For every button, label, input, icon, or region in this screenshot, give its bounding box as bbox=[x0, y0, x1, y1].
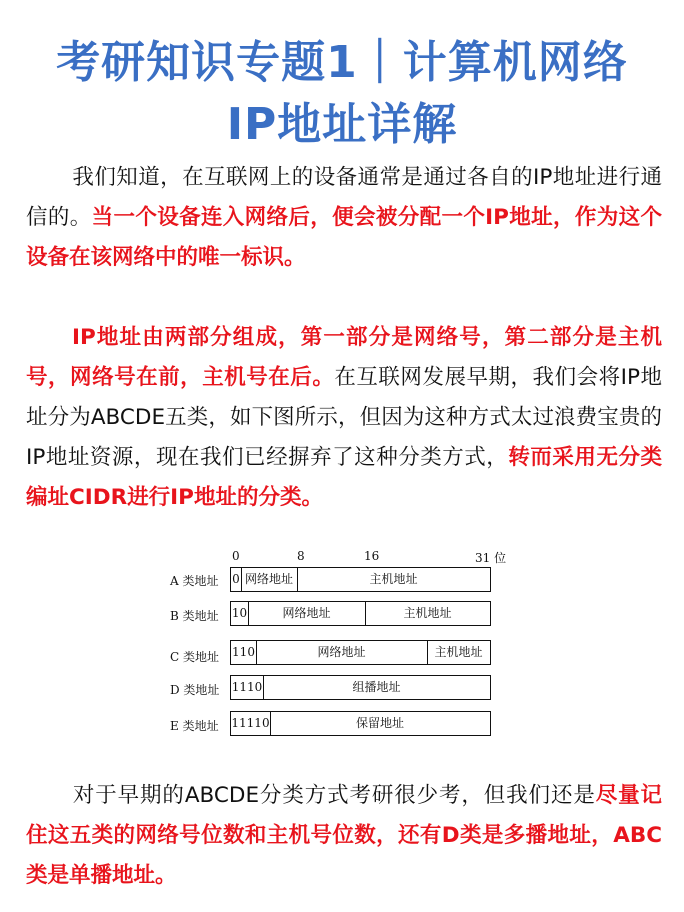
structure-highlight-2: 转而采用无分类编址CIDR进行IP地址的分类。 bbox=[26, 445, 662, 510]
summary-paragraph bbox=[26, 776, 662, 896]
intro-highlight: 当一个设备连入网络后，便会被分配一个IP地址，作为这个设备在该网络中的唯一标识。 bbox=[26, 205, 662, 270]
class-a-prefix: 0 bbox=[232, 572, 240, 586]
bit-label-31: 31 位 bbox=[475, 551, 507, 565]
page-title: 考研知识专题1｜计算机网络 bbox=[56, 37, 628, 88]
class-d-box bbox=[230, 675, 491, 700]
class-c-prefix: 110 bbox=[232, 645, 255, 659]
class-d-prefix: 1110 bbox=[231, 680, 263, 694]
class-c-host: 主机地址 bbox=[434, 645, 483, 659]
class-c-network: 网络地址 bbox=[317, 645, 366, 659]
row-label-c: C 类地址 bbox=[170, 650, 219, 664]
structure-text: 在互联网发展早期，我们会将IP地址分为ABCDE五类，如下图所示，但因为这种方式太过浪费宝贵的IP地址资源，现在我们已经摒弃了这种分类方式， bbox=[26, 365, 662, 470]
structure-highlight-1: IP地址由两部分组成，第一部分是网络号，第二部分是主机号，网络号在前，主机号在后。 bbox=[26, 325, 662, 390]
intro-paragraph bbox=[26, 158, 662, 278]
class-e-prefix: 11110 bbox=[231, 716, 270, 730]
class-a-network: 网络地址 bbox=[244, 572, 293, 586]
row-label-b: B 类地址 bbox=[170, 609, 219, 623]
bit-label-16: 16 bbox=[364, 549, 380, 563]
row-label-a: A 类地址 bbox=[170, 574, 219, 588]
class-b-host: 主机地址 bbox=[403, 606, 452, 620]
class-b-prefix: 10 bbox=[231, 606, 248, 620]
bit-label-8: 8 bbox=[297, 549, 305, 563]
class-a-host: 主机地址 bbox=[369, 572, 418, 586]
class-b-box bbox=[230, 601, 491, 626]
row-label-d: D 类地址 bbox=[170, 683, 220, 697]
class-b-network: 网络地址 bbox=[282, 606, 331, 620]
ip-class-diagram bbox=[160, 545, 520, 745]
bit-label-0: 0 bbox=[232, 549, 240, 563]
intro-text: 我们知道，在互联网上的设备通常是通过各自的IP地址进行通信的。 bbox=[26, 165, 662, 230]
structure-paragraph bbox=[26, 318, 662, 518]
page-subtitle: IP地址详解 bbox=[226, 99, 458, 150]
row-label-e: E 类地址 bbox=[170, 719, 219, 733]
summary-text: 对于早期的ABCDE分类方式考研很少考，但我们还是 bbox=[72, 783, 596, 808]
class-d-body: 组播地址 bbox=[352, 680, 401, 694]
class-e-body: 保留地址 bbox=[355, 716, 404, 730]
class-a-box bbox=[230, 567, 491, 592]
class-e-box bbox=[230, 711, 491, 736]
class-c-box bbox=[230, 640, 491, 665]
summary-highlight: 尽量记住这五类的网络号位数和主机号位数，还有D类是多播地址，ABC类是单播地址。 bbox=[26, 783, 662, 888]
